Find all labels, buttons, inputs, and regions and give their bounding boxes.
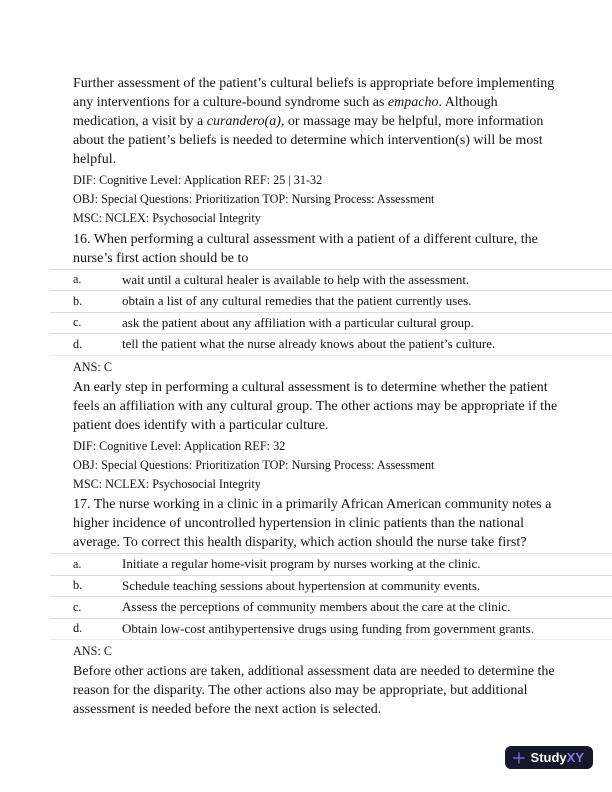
- brand-study-text: Study: [530, 750, 567, 765]
- obj-line: OBJ: Special Questions: Prioritization TOP: Nursing Process: Assessment: [73, 192, 435, 207]
- brand-wordmark: [531, 750, 584, 765]
- msc-line: MSC: NCLEX: Psychosocial Integrity: [73, 211, 261, 226]
- dif-line: DIF: Cognitive Level: Application REF: 25 | 31-32: [73, 173, 323, 187]
- msc-line: MSC: NCLEX: Psychosocial Integrity: [73, 477, 261, 492]
- option-letter: b.: [73, 293, 83, 308]
- q17-answer: ANS: C: [73, 644, 112, 659]
- q16-answer: ANS: C: [73, 359, 112, 374]
- option-letter: b.: [73, 578, 83, 593]
- question-17: 17. The nurse working in a clinic in a primarily African American community notes a higher incidence of uncontrolled hypertension in clinic patients than the national average. To correct this health disparity, which action should the nurse take first?: [73, 497, 552, 551]
- option-row-b: [50, 290, 612, 312]
- q16-meta-block: [73, 437, 562, 495]
- option-letter: d.: [73, 336, 83, 351]
- page-content: [73, 74, 562, 719]
- option-text: tell the patient what the nurse already knows about the patient’s culture.: [122, 336, 496, 352]
- option-row-d: [50, 333, 612, 356]
- option-row-c: [50, 312, 612, 334]
- option-letter: d.: [73, 621, 83, 636]
- option-text: wait until a cultural healer is available to help with the assessment.: [122, 271, 470, 287]
- option-row-c: [50, 596, 612, 618]
- option-text: Obtain low-cost antihypertensive drugs using funding from government grants.: [122, 620, 534, 636]
- option-text: Assess the perceptions of community members about the care at the clinic.: [122, 599, 511, 615]
- q16-options-table: [50, 269, 612, 356]
- rationale-text: or massage may be helpful, more information about the patient’s beliefs is needed to determine which intervention(s) will be most helpful.: [73, 114, 544, 167]
- option-text: ask the patient about any affiliation with a particular cultural group.: [122, 314, 474, 330]
- option-row-d: [50, 618, 612, 641]
- option-row-b: [50, 575, 612, 597]
- q17-rationale-paragraph: Before other actions are taken, additional assessment data are needed to determine the reason for the disparity. The other actions also may be appropriate, but additional assessment is needed before the next action is selected.: [73, 664, 555, 718]
- rationale-text: Further assessment of the patient’s cultural beliefs is appropriate before implementing any interventions for a culture-bound syndrome such as: [73, 76, 555, 110]
- option-text: Schedule teaching sessions about hypertension at community events.: [122, 577, 481, 593]
- q17-options-table: [50, 553, 612, 640]
- option-letter: a.: [73, 272, 82, 287]
- obj-line: OBJ: Special Questions: Prioritization TOP: Nursing Process: Assessment: [73, 457, 435, 472]
- option-text: Initiate a regular home-visit program by nurses working at the clinic.: [122, 556, 481, 572]
- option-row-a: [50, 269, 612, 291]
- question-16: 16. When performing a cultural assessment with a patient of a different culture, the nurse’s first action should be to: [73, 231, 538, 266]
- q15-rationale-paragraph: [73, 74, 562, 169]
- dif-line: DIF: Cognitive Level: Application REF: 32: [73, 438, 286, 453]
- studyxy-logo-badge[interactable]: [505, 746, 593, 769]
- option-row-a: [50, 553, 612, 575]
- option-letter: c.: [73, 599, 82, 614]
- option-letter: a.: [73, 556, 82, 571]
- q15-meta-block: [73, 171, 562, 229]
- rationale-text: . Although medication, a visit by a: [73, 95, 498, 129]
- q16-rationale-paragraph: An early step in performing a cultural assessment is to determine whether the patient feels an affiliation with any cultural group. The other actions may be appropriate if the patient does identify with a particular culture.: [73, 379, 558, 433]
- plus-icon: [512, 751, 526, 765]
- brand-xy-text: XY: [566, 750, 584, 765]
- term-empacho: empacho: [387, 95, 439, 110]
- option-letter: c.: [73, 315, 82, 330]
- option-text: obtain a list of any cultural remedies that the patient currently uses.: [122, 293, 472, 309]
- term-curandero: curandero(a),: [206, 114, 285, 129]
